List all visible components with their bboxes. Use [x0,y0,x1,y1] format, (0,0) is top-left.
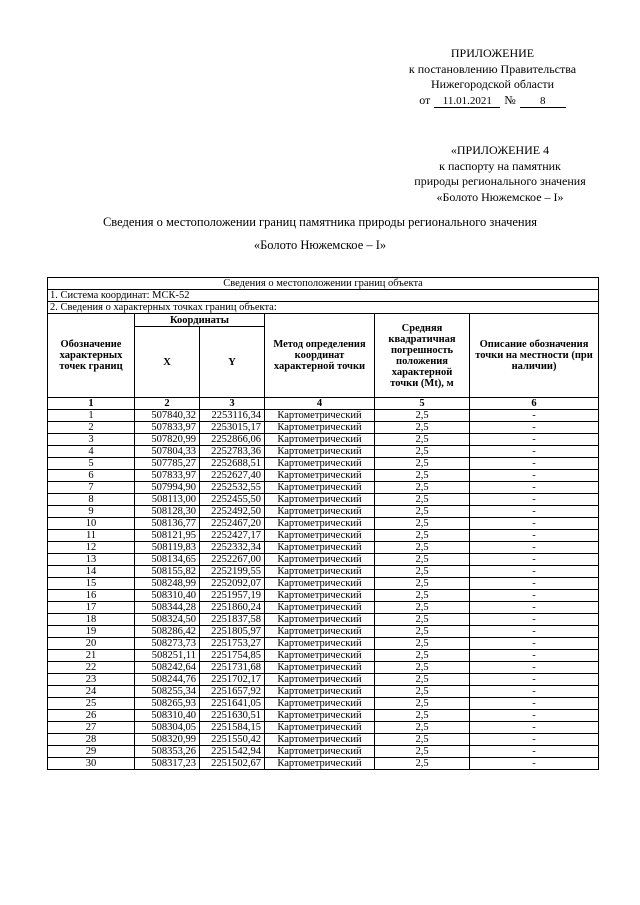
point-number: 3 [48,434,135,446]
mean-error: 2,5 [375,662,470,674]
point-number: 29 [48,746,135,758]
method: Картометрический [265,566,375,578]
approval-number: 8 [520,95,566,108]
coord-y: 2251502,67 [200,758,265,770]
table-row [48,662,599,674]
point-number: 13 [48,554,135,566]
coord-x: 507840,32 [135,410,200,422]
description: - [470,758,599,770]
approval-line: ПРИЛОЖЕНИЕ [450,46,535,60]
method: Картометрический [265,434,375,446]
appendix4-line: «Болото Нюжемское – I» [436,189,564,204]
mean-error: 2,5 [375,626,470,638]
document-title: Сведения о местоположении границ памятника природы регионального значения [102,215,538,229]
coord-x: 508344,28 [135,602,200,614]
description: - [470,662,599,674]
header-description: Описание обозначения точки на местности (при наличии) [470,314,599,398]
coord-x: 508310,40 [135,590,200,602]
coord-x: 508286,42 [135,626,200,638]
method: Картометрический [265,494,375,506]
method: Картометрический [265,758,375,770]
table-row [48,578,599,590]
coord-x: 508317,23 [135,758,200,770]
boundary-points-table [47,277,599,770]
column-number: 3 [200,398,265,410]
coord-y: 2251957,19 [200,590,265,602]
coord-x: 507833,97 [135,422,200,434]
coord-x: 508121,95 [135,530,200,542]
description: - [470,410,599,422]
point-number: 17 [48,602,135,614]
description: - [470,506,599,518]
method: Картометрический [265,458,375,470]
description: - [470,446,599,458]
method: Картометрический [265,614,375,626]
point-number: 23 [48,674,135,686]
mean-error: 2,5 [375,734,470,746]
mean-error: 2,5 [375,518,470,530]
coord-y: 2252627,40 [200,470,265,482]
coord-y: 2251860,24 [200,602,265,614]
mean-error: 2,5 [375,590,470,602]
coord-y: 2251754,85 [200,650,265,662]
table-row [48,734,599,746]
coord-x: 508310,40 [135,710,200,722]
coord-x: 507785,27 [135,458,200,470]
method: Картометрический [265,602,375,614]
table-row [48,638,599,650]
description: - [470,614,599,626]
points-body [48,410,599,770]
header-point: Обозначение характерных точек границ [48,314,135,398]
description: - [470,590,599,602]
table-row [48,470,599,482]
method: Картометрический [265,638,375,650]
point-number: 6 [48,470,135,482]
method: Картометрический [265,722,375,734]
coord-y: 2252783,36 [200,446,265,458]
method: Картометрический [265,710,375,722]
description: - [470,434,599,446]
coord-y: 2252467,20 [200,518,265,530]
coord-x: 508251,11 [135,650,200,662]
coord-y: 2251630,51 [200,710,265,722]
point-number: 18 [48,614,135,626]
mean-error: 2,5 [375,674,470,686]
number-prefix: № [504,92,516,107]
description: - [470,674,599,686]
method: Картометрический [265,698,375,710]
method: Картометрический [265,410,375,422]
coord-y: 2251641,05 [200,698,265,710]
description: - [470,722,599,734]
point-number: 10 [48,518,135,530]
method: Картометрический [265,590,375,602]
table-row [48,518,599,530]
table-caption: Сведения о местоположении границ объекта [48,278,599,290]
table-row [48,590,599,602]
column-number: 1 [48,398,135,410]
mean-error: 2,5 [375,542,470,554]
description: - [470,554,599,566]
description: - [470,530,599,542]
table-row [48,482,599,494]
mean-error: 2,5 [375,686,470,698]
coord-x: 508155,82 [135,566,200,578]
table-row [48,698,599,710]
point-number: 14 [48,566,135,578]
coord-y: 2251542,94 [200,746,265,758]
point-number: 7 [48,482,135,494]
mean-error: 2,5 [375,554,470,566]
point-number: 21 [48,650,135,662]
header-y: Y [200,327,265,398]
coordinate-system-row: 1. Система координат: МСК-52 [48,290,599,302]
description: - [470,494,599,506]
coord-x: 508136,77 [135,518,200,530]
coord-x: 508113,00 [135,494,200,506]
coord-x: 508353,26 [135,746,200,758]
coord-x: 508134,65 [135,554,200,566]
point-number: 22 [48,662,135,674]
appendix4-line: к паспорту на памятник [439,158,561,173]
mean-error: 2,5 [375,698,470,710]
table-row [48,458,599,470]
point-number: 24 [48,686,135,698]
table-row [48,446,599,458]
coord-x: 507820,99 [135,434,200,446]
mean-error: 2,5 [375,710,470,722]
coord-x: 507994,90 [135,482,200,494]
mean-error: 2,5 [375,410,470,422]
coord-x: 508265,93 [135,698,200,710]
coord-y: 2251805,97 [200,626,265,638]
mean-error: 2,5 [375,578,470,590]
method: Картометрический [265,554,375,566]
method: Картометрический [265,650,375,662]
description: - [470,578,599,590]
method: Картометрический [265,506,375,518]
point-number: 28 [48,734,135,746]
coord-y: 2253015,17 [200,422,265,434]
mean-error: 2,5 [375,530,470,542]
coord-y: 2251837,58 [200,614,265,626]
coord-y: 2252332,34 [200,542,265,554]
point-number: 8 [48,494,135,506]
table-row [48,566,599,578]
point-number: 25 [48,698,135,710]
method: Картометрический [265,626,375,638]
mean-error: 2,5 [375,602,470,614]
mean-error: 2,5 [375,482,470,494]
header-error: Средняя квадратичная погрешность положения характерной точки (Mt), м [375,314,470,398]
coord-x: 508119,83 [135,542,200,554]
approval-block [395,46,590,108]
mean-error: 2,5 [375,434,470,446]
approval-date-number [395,93,590,109]
approval-line: Нижегородской области [430,77,554,91]
mean-error: 2,5 [375,470,470,482]
point-number: 19 [48,626,135,638]
method: Картометрический [265,542,375,554]
mean-error: 2,5 [375,506,470,518]
method: Картометрический [265,686,375,698]
appendix4-block [405,143,595,205]
coord-y: 2252532,55 [200,482,265,494]
coord-y: 2252866,06 [200,434,265,446]
description: - [470,470,599,482]
mean-error: 2,5 [375,650,470,662]
header-x: X [135,327,200,398]
coord-y: 2252455,50 [200,494,265,506]
description: - [470,422,599,434]
coord-y: 2251753,27 [200,638,265,650]
header-method: Метод определения координат характерной точки [265,314,375,398]
coord-y: 2251731,68 [200,662,265,674]
table-row [48,614,599,626]
method: Картометрический [265,446,375,458]
point-number: 5 [48,458,135,470]
table-row [48,758,599,770]
description: - [470,746,599,758]
mean-error: 2,5 [375,758,470,770]
description: - [470,638,599,650]
method: Картометрический [265,746,375,758]
point-number: 1 [48,410,135,422]
coord-x: 508273,73 [135,638,200,650]
coord-x: 507833,97 [135,470,200,482]
description: - [470,686,599,698]
point-number: 12 [48,542,135,554]
description: - [470,566,599,578]
coord-x: 507804,33 [135,446,200,458]
description: - [470,650,599,662]
mean-error: 2,5 [375,458,470,470]
coord-y: 2252267,00 [200,554,265,566]
description: - [470,626,599,638]
point-number: 16 [48,590,135,602]
mean-error: 2,5 [375,422,470,434]
method: Картометрический [265,734,375,746]
point-number: 15 [48,578,135,590]
column-number: 4 [265,398,375,410]
table-row [48,506,599,518]
table-row [48,626,599,638]
coord-y: 2252199,55 [200,566,265,578]
description: - [470,542,599,554]
coord-y: 2251584,15 [200,722,265,734]
method: Картометрический [265,662,375,674]
point-number: 26 [48,710,135,722]
points-section-row: 2. Сведения о характерных точках границ объекта: [48,302,599,314]
date-prefix: от [419,92,431,107]
coord-y: 2252688,51 [200,458,265,470]
column-number: 5 [375,398,470,410]
point-number: 30 [48,758,135,770]
column-number: 2 [135,398,200,410]
description: - [470,482,599,494]
point-number: 2 [48,422,135,434]
approval-line: к постановлению Правительства [408,61,577,76]
description: - [470,518,599,530]
method: Картометрический [265,470,375,482]
table-row [48,530,599,542]
method: Картометрический [265,530,375,542]
mean-error: 2,5 [375,494,470,506]
method: Картометрический [265,482,375,494]
method: Картометрический [265,674,375,686]
coord-y: 2251702,17 [200,674,265,686]
table-row [48,542,599,554]
coord-y: 2251550,42 [200,734,265,746]
table-row [48,722,599,734]
description: - [470,602,599,614]
point-number: 9 [48,506,135,518]
table-row [48,554,599,566]
mean-error: 2,5 [375,722,470,734]
table-row [48,422,599,434]
table-row [48,710,599,722]
table-row [48,650,599,662]
method: Картометрический [265,422,375,434]
coord-y: 2251657,92 [200,686,265,698]
description: - [470,710,599,722]
point-number: 27 [48,722,135,734]
column-number: 6 [470,398,599,410]
appendix4-line: «ПРИЛОЖЕНИЕ 4 [450,143,550,157]
coord-x: 508324,50 [135,614,200,626]
table-row [48,602,599,614]
mean-error: 2,5 [375,566,470,578]
coord-x: 508242,64 [135,662,200,674]
header-coordinates: Координаты [135,314,265,327]
method: Картометрический [265,518,375,530]
mean-error: 2,5 [375,746,470,758]
description: - [470,698,599,710]
column-numbers-row [48,398,599,410]
mean-error: 2,5 [375,446,470,458]
appendix4-line: природы регионального значения [414,174,586,188]
coord-x: 508128,30 [135,506,200,518]
table-row [48,674,599,686]
table-row [48,494,599,506]
point-number: 20 [48,638,135,650]
mean-error: 2,5 [375,638,470,650]
table-row [48,686,599,698]
mean-error: 2,5 [375,614,470,626]
method: Картометрический [265,578,375,590]
coord-x: 508304,05 [135,722,200,734]
table-row [48,410,599,422]
point-number: 11 [48,530,135,542]
coord-y: 2252427,17 [200,530,265,542]
description: - [470,458,599,470]
approval-date: 11.01.2021 [434,95,500,108]
coord-x: 508255,34 [135,686,200,698]
coord-x: 508320,99 [135,734,200,746]
table-row [48,746,599,758]
coord-y: 2252492,50 [200,506,265,518]
coord-x: 508248,99 [135,578,200,590]
coord-y: 2253116,34 [200,410,265,422]
point-number: 4 [48,446,135,458]
table-row [48,434,599,446]
document-subtitle: «Болото Нюжемское – I» [253,238,387,252]
coord-x: 508244,76 [135,674,200,686]
coord-y: 2252092,07 [200,578,265,590]
description: - [470,734,599,746]
